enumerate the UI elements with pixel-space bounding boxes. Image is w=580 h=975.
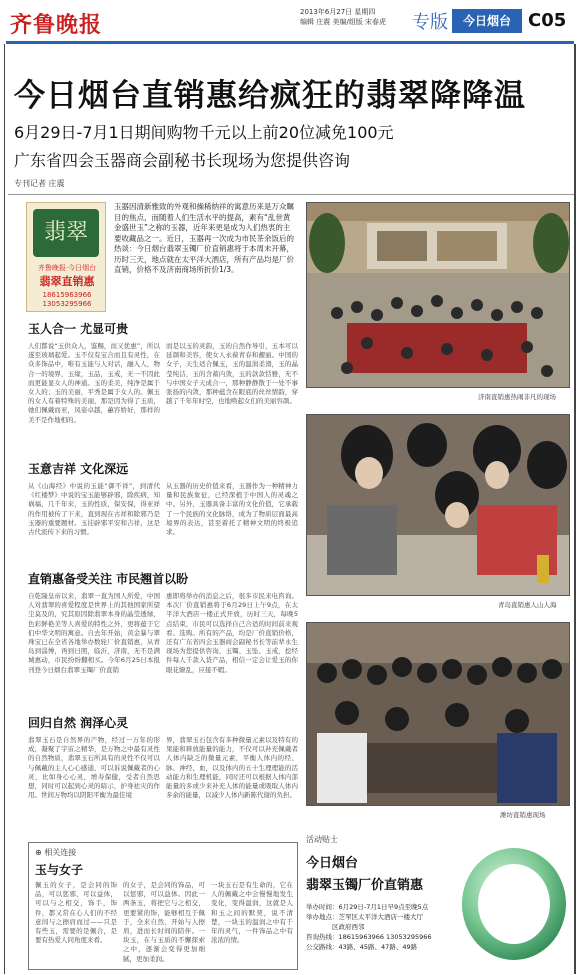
photo-qingdao bbox=[306, 414, 570, 596]
phone-2: 13053295966 bbox=[42, 300, 92, 308]
section-label: 今日烟台 bbox=[452, 9, 522, 33]
subheadline-1: 6月29日-7月1日期间购物千元以上前20位减免100元 bbox=[14, 123, 394, 142]
section-4-col-2: 界，翡翠玉石包含有多种微量元素以及特有的果能和释放能量的能力，不仅可以补充佩戴者人体内缺乏的微量元素，平衡人体内的经、脉、神经、血，以及体内的五十生理理能的活动能力和生理机能，同时还可以根据人体内部能量的多或少来补充人体的能量或吸取人体内多余的能量，以减少人体内新陈代谢的负担。 bbox=[166, 736, 298, 800]
section-2-col-2: 从玉器的历史价值来看，玉器作为一种精神力量和民族象征，已经深植于中国人的灵魂之中。另外，玉器具备丰富的文化价值，它承载了一个民族的文化脉络，成为了物质层面最高境界的表达，甚至着托了精神文明的终极追求。 bbox=[166, 482, 298, 537]
activity-box bbox=[306, 834, 574, 970]
headline: 今日烟台直销惠给疯狂的翡翠降降温 bbox=[14, 78, 526, 114]
section-1-col-2: 而是以玉的灵韵，玉的自然作导引，玉本可以延颜和美容，使女人永葆青春和靓丽。中国的女子，天生适合佩玉，玉的温润柔滑，玉的晶莹纯洁，玉的含蓄内敛，玉的款款恬雅，无不与中国女子天成合一，那种静静散于一处不事张扬的内敛，那种蕴含在眼底的丝丝情韵，穿越了千年年时空，也地唤起女们的美丽容颜。 bbox=[166, 342, 298, 406]
section-3-col-1: 自乾隆皇帝以来，翡翠一直为国人所爱，中国人对翡翠的喜爱程度是世界上的其他国家所望尘莫及的，究其原因除翡翠本身的晶莹透绿，色彩鲜艳美等人喜爱的特性之外，更将蕴于它们中华文明的寓意。自去年开始，黄金暴与翠珠宝已在全省各地举办数轮厂价直销惠，从青岛到淄博，再到日照，临沂，济南，无不是满城惠动，市民纷纷翻相买。今年6月25日本报刊登今日烟台翡翠玉镯厂价直销 bbox=[28, 592, 160, 674]
photo-weifang-image bbox=[307, 623, 570, 806]
page-left-border bbox=[4, 44, 5, 974]
activity-place: 举办地点：芝罘区太平洋大酒店一楼大厅 bbox=[306, 913, 423, 921]
special-label: 专版 bbox=[412, 12, 448, 33]
activity-bus: 公交路线：43路、45路、47路、49路 bbox=[306, 943, 418, 951]
related-col-1: 佩玉的女子，是会同的饰品，可以惩邪，可以益体，可以与之相交，饰手，饰件，都又常在心人们的不经意间与之擦肩而过——只是有些玉，需要的是佩合，是要有热爱人同角度来看。 bbox=[35, 881, 117, 945]
byline: 专刊记者 庄震 bbox=[14, 179, 65, 188]
caption-qingdao: 青岛直销惠人山人海 bbox=[498, 601, 557, 609]
photo-jinan-image bbox=[307, 203, 570, 388]
related-tag-text: 相关连接 bbox=[44, 848, 77, 857]
related-title: 玉与女子 bbox=[35, 863, 84, 877]
section-1-col-1: 人们都说“玉供众人，鉴赐，而又优惠”，所以遂至玻璃起爱。玉不仅有宝合而且有灵性，在众多饰品中，唯有玉能与人对话，融入人，物合一的境界，玉缘，玉品，玉戒，无一不因此而更能显女人的神通。玉的柔美，纯净是属于女人的；玉的美丽，平秀是属于女人的。佩玉的女人有着特殊的美丽，那是因为得了玉质，她们佩戴而亚，凤姿卓越，蕙容娇好，那样的美不是作地相的。 bbox=[28, 342, 160, 424]
date-text: 2013年6月27日 星期四 bbox=[300, 8, 376, 16]
related-box bbox=[28, 842, 298, 970]
subheadline-2: 广东省四会玉器商会副秘书长现场为您提供咨询 bbox=[14, 151, 351, 170]
section-4-col-1: 翡翠玉石是自然界的产物，经过一万年的形成，凝聚了宇宙之精华，是万物之中最有灵性的自然物质，翡翠玉石所具有的灵性不仅可以与佩戴的主人心心感通，可以诉说佩戴者的心灵，比如身心心灵，增寿保健，受者自然思想，同时可以起到心灵的暗示，护身祛灾的作用。世间万物均以阴阳平衡为最佳境 bbox=[28, 736, 160, 800]
promo-title: 翡翠直销惠 bbox=[39, 275, 95, 288]
activity-time: 举办时间：6月29日-7月1日早9点至晚5点 bbox=[306, 903, 429, 911]
photo-qingdao-image bbox=[307, 415, 570, 596]
jade-bangle-image bbox=[456, 842, 572, 966]
photo-jinan bbox=[306, 202, 570, 388]
jade-logo: 翡翠 bbox=[33, 209, 99, 257]
section-title-3: 直销惠备受关注 市民翘首以盼 bbox=[28, 572, 189, 586]
editor-text: 编辑 庄震 美编/组版 宋春虎 bbox=[300, 18, 387, 26]
activity-tag: 活动贴士 bbox=[306, 835, 338, 844]
dateline bbox=[300, 7, 386, 27]
activity-details bbox=[306, 902, 432, 952]
divider bbox=[8, 194, 574, 195]
related-tag: ⊕ 相关连接 bbox=[35, 848, 77, 857]
activity-line1: 今日烟台 bbox=[306, 856, 359, 871]
newspaper-logo: 齐鲁晚报 bbox=[10, 12, 103, 38]
phone-1: 18615963966 bbox=[42, 291, 92, 299]
page-right-border bbox=[574, 44, 576, 974]
activity-place-2: 区政府西邻 bbox=[332, 923, 365, 931]
promo-badge bbox=[26, 202, 106, 312]
page-number: C05 bbox=[528, 10, 567, 31]
promo-small: 齐鲁晚报·今日烟台 bbox=[37, 264, 97, 272]
activity-phone: 咨询热线：18615963966 13053295966 bbox=[306, 933, 432, 941]
promo-phones bbox=[31, 291, 103, 309]
caption-jinan: 济南直销惠热闹非凡的现场 bbox=[478, 393, 556, 401]
intro-paragraph: 玉器因清新雅致的外观和操稀纳祥的寓意历来是万众瞩目的焦点，而随着人们生活水平的提高，素有“乱世黄金盛世玉”之称的玉器，近年来更是成为人们热衷的主要收藏品之一。近日，玉器再一次成为市民茶余饭后的热谈：今日烟台翡翠玉镯厂价直销惠将于本周末开幕，历时三天，地点就在太平洋大酒店，所有产品均是厂价直销，价格不及济南商场所折价1/3。 bbox=[114, 202, 294, 274]
photo-weifang bbox=[306, 622, 570, 806]
section-3-col-2: 惠即将举办的消息之后，很多市民来电咨询。本次厂价直销惠将于6月29日上午9点，在太平洋大酒店一楼正式开放，历时三天，每晚5点结束，市民可以选择自己合适的时间前来观看、选购。所有的产品，均是厂价直销价格，还有广东省四会玉器商会副秘书长等前辈永生现场为您提供咨询，玉镯、玉坠、玉戒，挖经件每人千款入货产品，相信一定会让爱玉的你眼花缭乱，应接不暇。 bbox=[166, 592, 298, 674]
related-col-3: 一块玉石是有生命的，它在人的佩戴之中会慢慢地发生变化，变得温润，这就是人和玉之间的默契，说不清楚，一块玉的温润之中有千年的灵气，一件饰品之中有浓浓的情。 bbox=[211, 881, 293, 945]
section-title-1: 玉人合一 尤显可贵 bbox=[28, 322, 129, 336]
section-title-4: 回归自然 润泽心灵 bbox=[28, 716, 129, 730]
related-col-2: 的女子，是会同的饰品，可以惩邪，可以益体。因此一两条玉，将把它与之相交，更要紧的饰，能够相互于佩于，全来自然，开始与人擦肩，进而长时间的陪伴。一块玉，在与玉质的不懈探索之中，逐渐会变得更加细腻，更加柔润。 bbox=[123, 881, 205, 963]
section-title-2: 玉意吉祥 文化深远 bbox=[28, 462, 129, 476]
activity-line2: 翡翠玉镯厂价直销惠 bbox=[306, 878, 424, 893]
section-2-col-1: 从《山海经》中说的玉能“御不祥”，到清代《红楼梦》中说的宝玉能够辟邪，除疾病，知祸福，几千年来，玉的性质，保安保，得亚祥的作用被传了下来，直到现在古祥和除邪乃是玉器的重要题材。玉挂辟邪平安和吉祥，这是古代流传下来的习惯。 bbox=[28, 482, 160, 537]
caption-weifang: 潍坊直销惠现场 bbox=[500, 811, 546, 819]
